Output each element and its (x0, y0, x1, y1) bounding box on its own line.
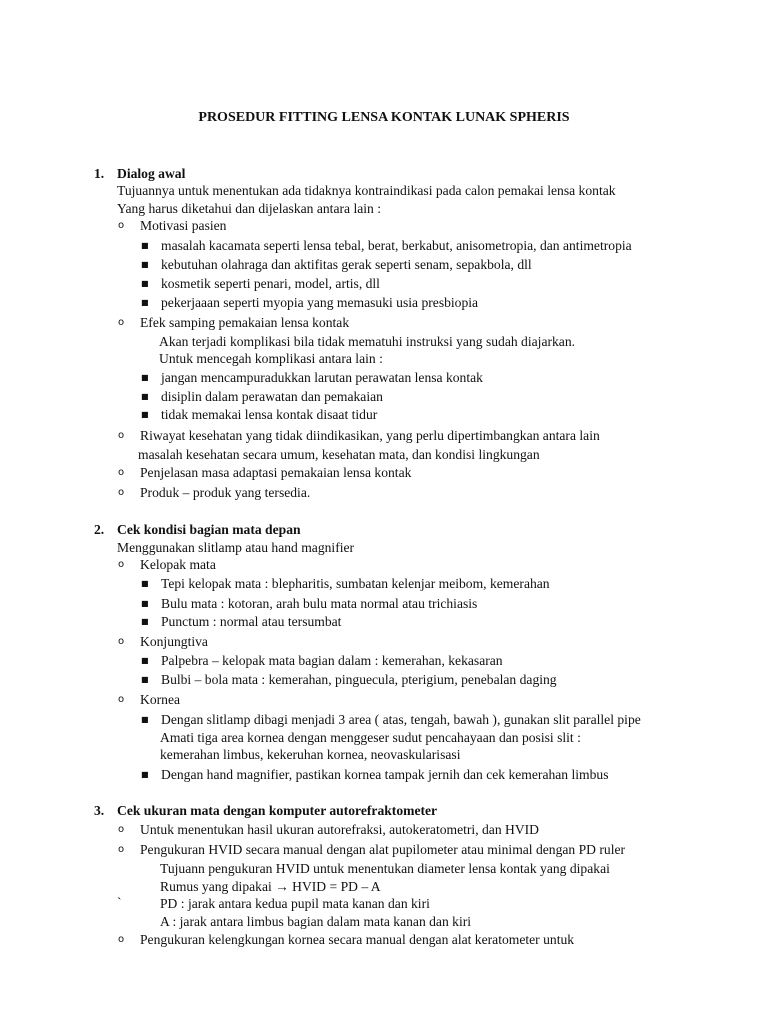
square-bullet-icon: ■ (141, 260, 149, 269)
square-bullet-icon: ■ (141, 373, 149, 382)
list-item: Motivasi pasien (140, 218, 227, 233)
circle-bullet-icon: o (118, 694, 125, 705)
circle-bullet-icon: o (118, 824, 125, 835)
paragraph-line: Yang harus diketahui dan dijelaskan antara lain : (117, 201, 382, 216)
square-bullet-icon: ■ (141, 715, 149, 724)
section-number: 3. (94, 803, 105, 818)
circle-bullet-icon: o (118, 934, 125, 945)
list-item: Efek samping pemakaian lensa kontak (140, 315, 350, 330)
list-item: Produk – produk yang tersedia. (140, 485, 311, 500)
paragraph-line: Amati tiga area kornea dengan menggeser sudut pencahayaan dan posisi slit : (160, 730, 581, 745)
paragraph-line: Tujuannya untuk menentukan ada tidaknya kontraindikasi pada calon pemakai lensa kontak (117, 183, 616, 198)
list-item: Kornea (140, 692, 181, 707)
list-item: Pengukuran kelengkungan kornea secara manual dengan alat keratometer untuk (140, 932, 575, 947)
paragraph-line: PD : jarak antara kedua pupil mata kanan dan kiri (160, 896, 430, 911)
square-bullet-icon: ■ (141, 392, 149, 401)
list-item: kosmetik seperti penari, model, artis, dll (161, 276, 380, 291)
circle-bullet-icon: o (118, 559, 125, 570)
paragraph-line: masalah kesehatan secara umum, kesehatan mata, dan kondisi lingkungan (138, 447, 540, 462)
list-item: Penjelasan masa adaptasi pemakaian lensa kontak (140, 465, 412, 480)
list-item: Tepi kelopak mata : blepharitis, sumbatan kelenjar meibom, kemerahan (161, 576, 550, 591)
paragraph-line: Menggunakan slitlamp atau hand magnifier (117, 540, 355, 555)
square-bullet-icon: ■ (141, 599, 149, 608)
document-title: PROSEDUR FITTING LENSA KONTAK LUNAK SPHERIS (198, 110, 570, 125)
section-heading: Dialog awal (117, 166, 186, 181)
list-item: Kelopak mata (140, 557, 216, 572)
list-item: Palpebra – kelopak mata bagian dalam : kemerahan, kekasaran (161, 653, 503, 668)
paragraph-line: A : jarak antara limbus bagian dalam mata kanan dan kiri (160, 914, 472, 929)
list-item: Punctum : normal atau tersumbat (161, 614, 342, 629)
list-item: Bulbi – bola mata : kemerahan, pinguecula, pterigium, penebalan daging (161, 672, 557, 687)
square-bullet-icon: ■ (141, 617, 149, 626)
list-item: Riwayat kesehatan yang tidak diindikasikan, yang perlu dipertimbangkan antara lain (140, 428, 600, 443)
paragraph-line: Untuk mencegah komplikasi antara lain : (159, 351, 383, 366)
paragraph-line: Akan terjadi komplikasi bila tidak mematuhi instruksi yang sudah diajarkan. (159, 334, 576, 349)
list-item: masalah kacamata seperti lensa tebal, berat, berkabut, anisometropia, dan antimetropia (161, 238, 632, 253)
list-item: pekerjaaan seperti myopia yang memasuki usia presbiopia (161, 295, 479, 310)
square-bullet-icon: ■ (141, 241, 149, 250)
paragraph-line: Tujuann pengukuran HVID untuk menentukan diameter lensa kontak yang dipakai (160, 861, 610, 876)
circle-bullet-icon: o (118, 636, 125, 647)
section-heading: Cek ukuran mata dengan komputer autorefraktometer (117, 803, 438, 818)
list-item: jangan mencampuradukkan larutan perawatan lensa kontak (161, 370, 483, 385)
square-bullet-icon: ■ (141, 279, 149, 288)
circle-bullet-icon: o (118, 317, 125, 328)
square-bullet-icon: ■ (141, 656, 149, 665)
square-bullet-icon: ■ (141, 675, 149, 684)
circle-bullet-icon: o (118, 430, 125, 441)
section-heading: Cek kondisi bagian mata depan (117, 522, 301, 537)
list-item: Pengukuran HVID secara manual dengan alat pupilometer atau minimal dengan PD ruler (140, 842, 626, 857)
square-bullet-icon: ■ (141, 298, 149, 307)
circle-bullet-icon: o (118, 220, 125, 231)
square-bullet-icon: ■ (141, 410, 149, 419)
circle-bullet-icon: o (118, 487, 125, 498)
list-item: Konjungtiva (140, 634, 208, 649)
circle-bullet-icon: o (118, 844, 125, 855)
list-item: Untuk menentukan hasil ukuran autorefraksi, autokeratometri, dan HVID (140, 822, 540, 837)
list-item: Dengan slitlamp dibagi menjadi 3 area ( atas, tengah, bawah ), gunakan slit parallel pipe (161, 712, 641, 727)
paragraph-line: Rumus yang dipakai → HVID = PD – A (160, 879, 381, 894)
list-item: Dengan hand magnifier, pastikan kornea tampak jernih dan cek kemerahan limbus (161, 767, 609, 782)
list-item: Bulu mata : kotoran, arah bulu mata normal atau trichiasis (161, 596, 478, 611)
section-number: 1. (94, 166, 105, 181)
square-bullet-icon: ■ (141, 770, 149, 779)
list-item: disiplin dalam perawatan dan pemakaian (161, 389, 383, 404)
list-item: kebutuhan olahraga dan aktifitas gerak seperti senam, sepakbola, dll (161, 257, 532, 272)
paragraph-line: kemerahan limbus, kekeruhan kornea, neovaskularisasi (160, 747, 461, 762)
list-item: tidak memakai lensa kontak disaat tidur (161, 407, 378, 422)
section-number: 2. (94, 522, 105, 537)
square-bullet-icon: ■ (141, 579, 149, 588)
stray-backtick-mark: ` (117, 895, 122, 910)
circle-bullet-icon: o (118, 467, 125, 478)
